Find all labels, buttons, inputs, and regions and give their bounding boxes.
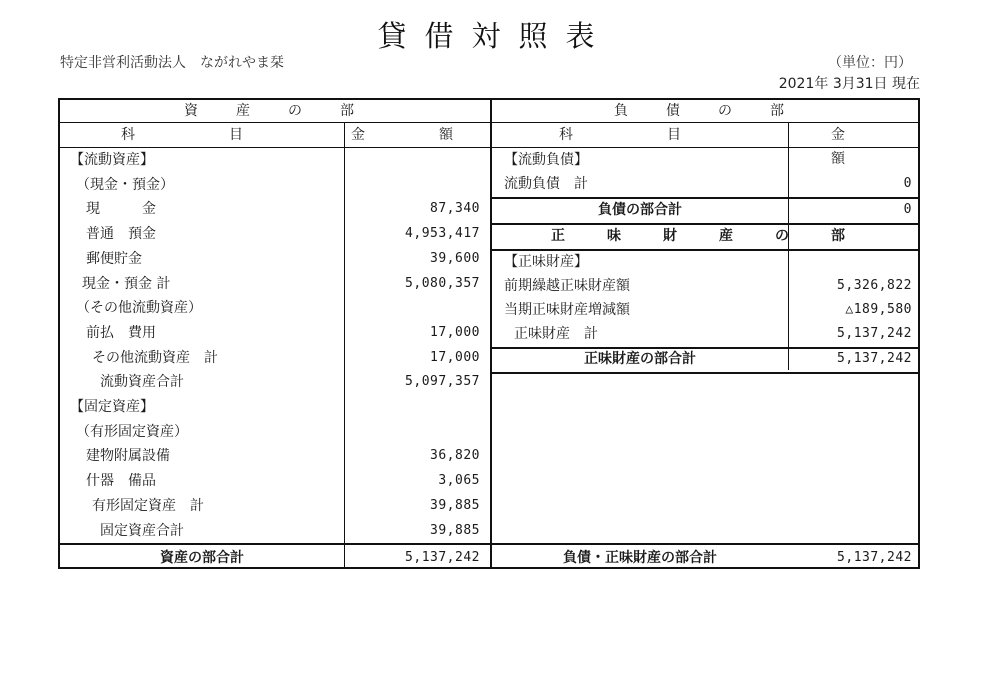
unit-label: （単位：円） bbox=[828, 55, 912, 71]
assets-col-item: 科 目 bbox=[121, 127, 283, 143]
current-liabilities-header-row bbox=[492, 148, 918, 173]
current-liabilities-row bbox=[492, 172, 918, 199]
net-assets-row-amount: 5,137,242 bbox=[837, 326, 912, 341]
document-title: 貸借対照表 bbox=[377, 19, 613, 53]
net-assets-section-title: 正 味 財 産 の 部 bbox=[492, 224, 918, 251]
balance-sheet-table bbox=[58, 98, 920, 569]
assets-total-amount: 5,137,242 bbox=[405, 550, 480, 565]
asset-row-amount: 36,820 bbox=[430, 448, 480, 464]
organization-name: 特定非営利活動法人 ながれやま栞 bbox=[60, 55, 284, 71]
assets-total-label: 資産の部合計 bbox=[160, 550, 244, 566]
asset-row-amount: 5,080,357 bbox=[405, 275, 480, 291]
asset-row-label: 現金・預金 計 bbox=[82, 275, 171, 292]
grand-total-row bbox=[492, 543, 918, 571]
asset-row bbox=[60, 346, 490, 371]
asset-row-label: 郵便貯金 bbox=[86, 250, 142, 267]
assets-column-header bbox=[60, 123, 490, 148]
asset-row-label: 普通 預金 bbox=[86, 226, 156, 243]
asset-row bbox=[60, 420, 490, 445]
liabilities-col-item: 科 目 bbox=[559, 127, 721, 143]
assets-total-row bbox=[60, 543, 490, 571]
asset-row bbox=[60, 148, 490, 173]
net-assets-header-row bbox=[492, 250, 918, 275]
as-of-date: 2021年 3月31日 現在 bbox=[778, 76, 920, 92]
asset-row-label: 現 金 bbox=[86, 201, 156, 218]
asset-row-label: 前払 費用 bbox=[86, 324, 156, 341]
grand-total-amount: 5,137,242 bbox=[837, 550, 912, 565]
asset-row-amount: 39,600 bbox=[430, 250, 480, 266]
asset-row-label: 有形固定資産 計 bbox=[92, 497, 204, 514]
asset-row-label: 什器 備品 bbox=[86, 473, 156, 490]
net-assets-row bbox=[492, 322, 918, 349]
net-assets-row-amount: 5,326,822 bbox=[837, 278, 912, 293]
liabilities-netassets-column bbox=[492, 100, 918, 567]
net-assets-row-label: 当期正味財産増減額 bbox=[504, 302, 630, 318]
asset-row-amount: 39,885 bbox=[430, 522, 480, 538]
liabilities-section-title: 負 債 の 部 bbox=[492, 100, 918, 123]
asset-row-label: 【固定資産】 bbox=[70, 399, 154, 415]
asset-row bbox=[60, 494, 490, 519]
asset-row-amount: 3,065 bbox=[438, 473, 480, 489]
net-assets-total-row bbox=[492, 347, 918, 374]
asset-row-label: その他流動資産 計 bbox=[92, 349, 218, 366]
net-assets-row-label: 正味財産 計 bbox=[514, 326, 598, 342]
asset-row bbox=[60, 469, 490, 494]
asset-row-label: （有形固定資産） bbox=[76, 423, 188, 440]
asset-row bbox=[60, 519, 490, 544]
asset-row-amount: 5,097,357 bbox=[405, 374, 480, 390]
asset-row-amount: 17,000 bbox=[430, 324, 480, 340]
asset-row bbox=[60, 247, 490, 272]
asset-row bbox=[60, 370, 490, 395]
net-assets-row bbox=[492, 274, 918, 299]
asset-row-amount: 39,885 bbox=[430, 497, 480, 513]
liabilities-total-label: 負債の部合計 bbox=[598, 202, 682, 218]
asset-row bbox=[60, 296, 490, 321]
liabilities-total-amount: 0 bbox=[903, 202, 912, 217]
assets-column bbox=[60, 100, 492, 567]
asset-row bbox=[60, 395, 490, 420]
asset-row bbox=[60, 222, 490, 247]
net-assets-total-label: 正味財産の部合計 bbox=[584, 351, 696, 367]
asset-row-label: 建物附属設備 bbox=[86, 448, 170, 465]
asset-row-amount: 87,340 bbox=[430, 201, 480, 217]
assets-col-amount: 金 額 bbox=[351, 127, 483, 143]
liabilities-total-row bbox=[492, 198, 918, 225]
grand-total-label: 負債・正味財産の部合計 bbox=[563, 550, 717, 566]
asset-row bbox=[60, 197, 490, 222]
net-assets-row-amount: △189,580 bbox=[845, 302, 912, 317]
net-assets-row bbox=[492, 298, 918, 323]
asset-row bbox=[60, 272, 490, 297]
asset-row-label: 流動資産合計 bbox=[100, 374, 184, 391]
asset-row-label: 固定資産合計 bbox=[100, 522, 184, 539]
asset-row-amount: 4,953,417 bbox=[405, 226, 480, 242]
asset-row bbox=[60, 321, 490, 346]
asset-row-label: （その他流動資産） bbox=[76, 300, 202, 317]
asset-row-amount: 17,000 bbox=[430, 349, 480, 365]
current-liabilities-label: 流動負債 計 bbox=[504, 176, 588, 192]
current-liabilities-amount: 0 bbox=[903, 176, 912, 191]
asset-row bbox=[60, 173, 490, 198]
asset-row-label: 【流動資産】 bbox=[70, 152, 154, 168]
net-assets-row-label: 前期繰越正味財産額 bbox=[504, 278, 630, 294]
assets-section-title: 資 産 の 部 bbox=[60, 100, 490, 123]
liabilities-col-amount: 金 額 bbox=[831, 127, 919, 167]
net-assets-total-amount: 5,137,242 bbox=[837, 351, 912, 366]
asset-row bbox=[60, 444, 490, 469]
net-assets-header: 【正味財産】 bbox=[504, 254, 588, 270]
asset-row-label: （現金・預金） bbox=[76, 176, 174, 193]
current-liabilities-header: 【流動負債】 bbox=[504, 152, 588, 168]
